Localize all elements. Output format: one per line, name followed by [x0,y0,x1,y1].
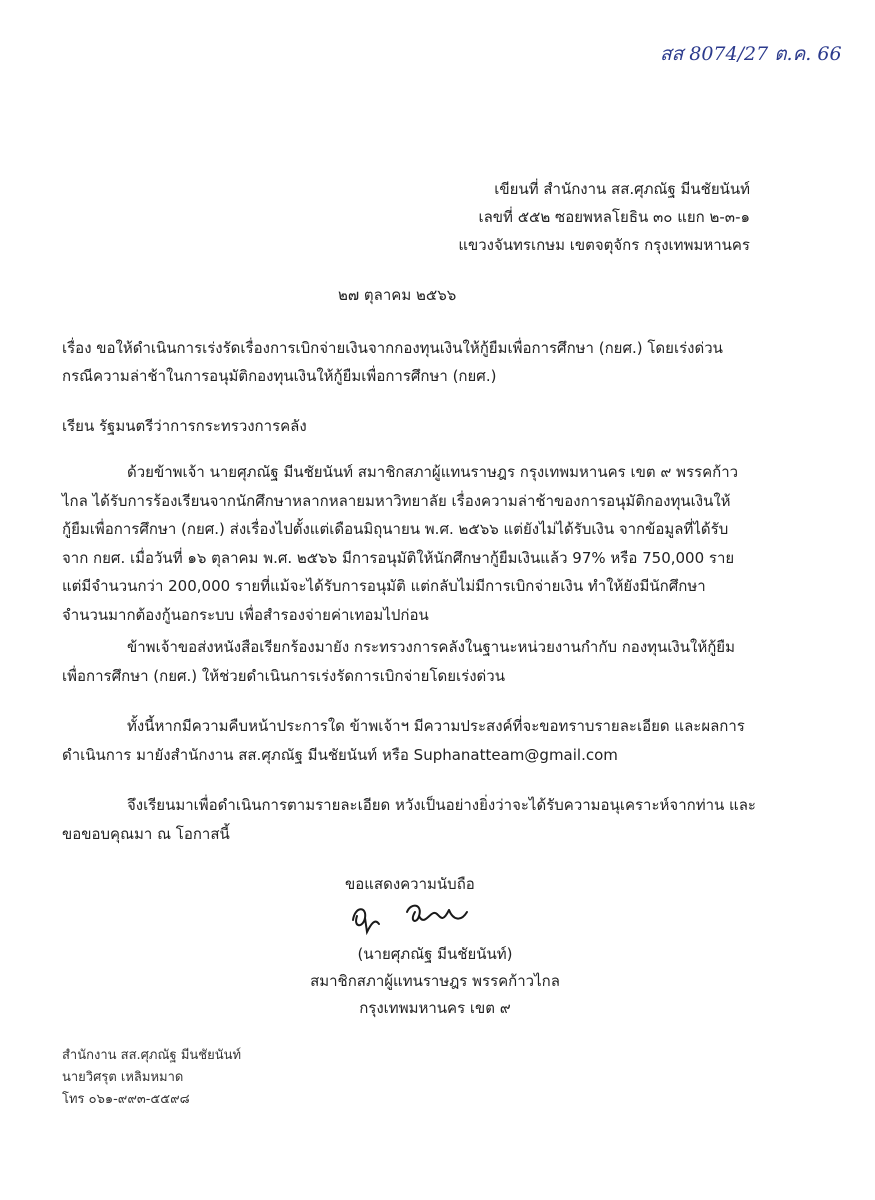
signer-position: สมาชิกสภาผู้แทนราษฎร พรรคก้าวไกล [310,972,560,990]
sender-address-line-1: เขียนที่ สำนักงาน สส.ศุภณัฐ มีนชัยนันท์ [494,180,750,198]
paragraph-line: ทั้งนี้หากมีความคืบหน้าประการใด ข้าพเจ้าฯ มีความประสงค์ที่จะขอทราบรายละเอียด และผลการ [127,717,745,735]
svg-text:สส 8074/27 ต.ค. 66: สส 8074/27 ต.ค. 66 [660,43,842,65]
body-paragraph-4 [62,791,822,848]
salutation: เรียน รัฐมนตรีว่าการกระทรวงการคลัง [62,417,307,435]
office-footer-phone: โทร ๐๖๑-๙๙๓-๕๕๙๘ [62,1092,190,1107]
paragraph-line: ขอขอบคุณมา ณ โอกาสนี้ [62,824,230,843]
office-footer-line-1: สำนักงาน สส.ศุภณัฐ มีนชัยนันท์ [62,1048,242,1063]
paragraph-line: เพื่อการศึกษา (กยศ.) ให้ช่วยดำเนินการเร่งรัดการเบิกจ่ายโดยเร่งด่วน [62,666,505,685]
signer-name: (นายศุภณัฐ มีนชัยนันท์) [357,945,513,963]
sender-address-line-3: แขวงจันทรเกษม เขตจตุจักร กรุงเทพมหานคร [458,236,750,254]
office-footer-contact-name: นายวิศรุต เหลิมหมาด [62,1070,184,1085]
body-paragraph-2 [62,633,822,690]
paragraph-line: กู้ยืมเพื่อการศึกษา (กยศ.) ส่งเรื่องไปตั้งแต่เดือนมิถุนายน พ.ศ. ๒๕๖๖ แต่ยังไม่ได้รับเงิน จากข้อมูลที่ได้รับ [62,520,729,538]
paragraph-line: ด้วยข้าพเจ้า นายศุภณัฐ มีนชัยนันท์ สมาชิกสภาผู้แทนราษฎร กรุงเทพมหานคร เขต ๙ พรรคก้าว [127,463,739,481]
paragraph-line: ดำเนินการ มายังสำนักงาน สส.ศุภณัฐ มีนชัยนันท์ หรือ Suphanatteam@gmail.com [62,745,618,764]
paragraph-line: แต่มีจำนวนกว่า 200,000 รายที่แม้จะได้รับการอนุมัติ แต่กลับไม่มีการเบิกจ่ายเงิน ทำให้ยังมีนักศึกษา [62,577,706,595]
paragraph-line: ข้าพเจ้าขอส่งหนังสือเรียกร้องมายัง กระทรวงการคลังในฐานะหน่วยงานกำกับ กองทุนเงินให้กู้ยืม [127,638,735,656]
paragraph-line: จาก กยศ. เมื่อวันที่ ๑๖ ตุลาคม พ.ศ. ๒๕๖๖ มีการอนุมัติให้นักศึกษากู้ยืมเงินแล้ว 97% หรือ 750,000 ราย [62,548,735,567]
paragraph-line: จำนวนมากต้องกู้นอกระบบ เพื่อสำรองจ่ายค่าเทอมไปก่อน [62,605,429,624]
subject-line-2: กรณีความล่าช้าในการอนุมัติกองทุนเงินให้กู้ยืมเพื่อการศึกษา (กยศ.) [62,367,497,385]
paragraph-line: จึงเรียนมาเพื่อดำเนินการตามรายละเอียด หวังเป็นอย่างยิ่งว่าจะได้รับความอนุเคราะห์จากท่าน และ [127,796,756,814]
body-paragraph-1 [62,458,822,629]
handwritten-reference-note [660,36,860,68]
subject-line-1: เรื่อง ขอให้ดำเนินการเร่งรัดเรื่องการเบิกจ่ายเงินจากกองทุนเงินให้กู้ยืมเพื่อการศึกษา (กยศ.) โดยเร่งด่วน [62,339,723,357]
sender-address-line-2: เลขที่ ๕๕๒ ซอยพหลโยธิน ๓๐ แยก ๒-๓-๑ [478,208,750,226]
letter-date: ๒๗ ตุลาคม ๒๕๖๖ [338,286,457,304]
signer-district: กรุงเทพมหานคร เขต ๙ [359,999,511,1017]
paragraph-line: ไกล ได้รับการร้องเรียนจากนักศึกษาหลากหลายมหาวิทยาลัย เรื่องความล่าช้าของการอนุมัติกองทุนเงินให้ [62,491,731,510]
handwritten-signature [345,898,485,938]
closing-phrase: ขอแสดงความนับถือ [345,875,475,893]
body-paragraph-3 [62,712,822,769]
letter-subject [62,334,723,390]
